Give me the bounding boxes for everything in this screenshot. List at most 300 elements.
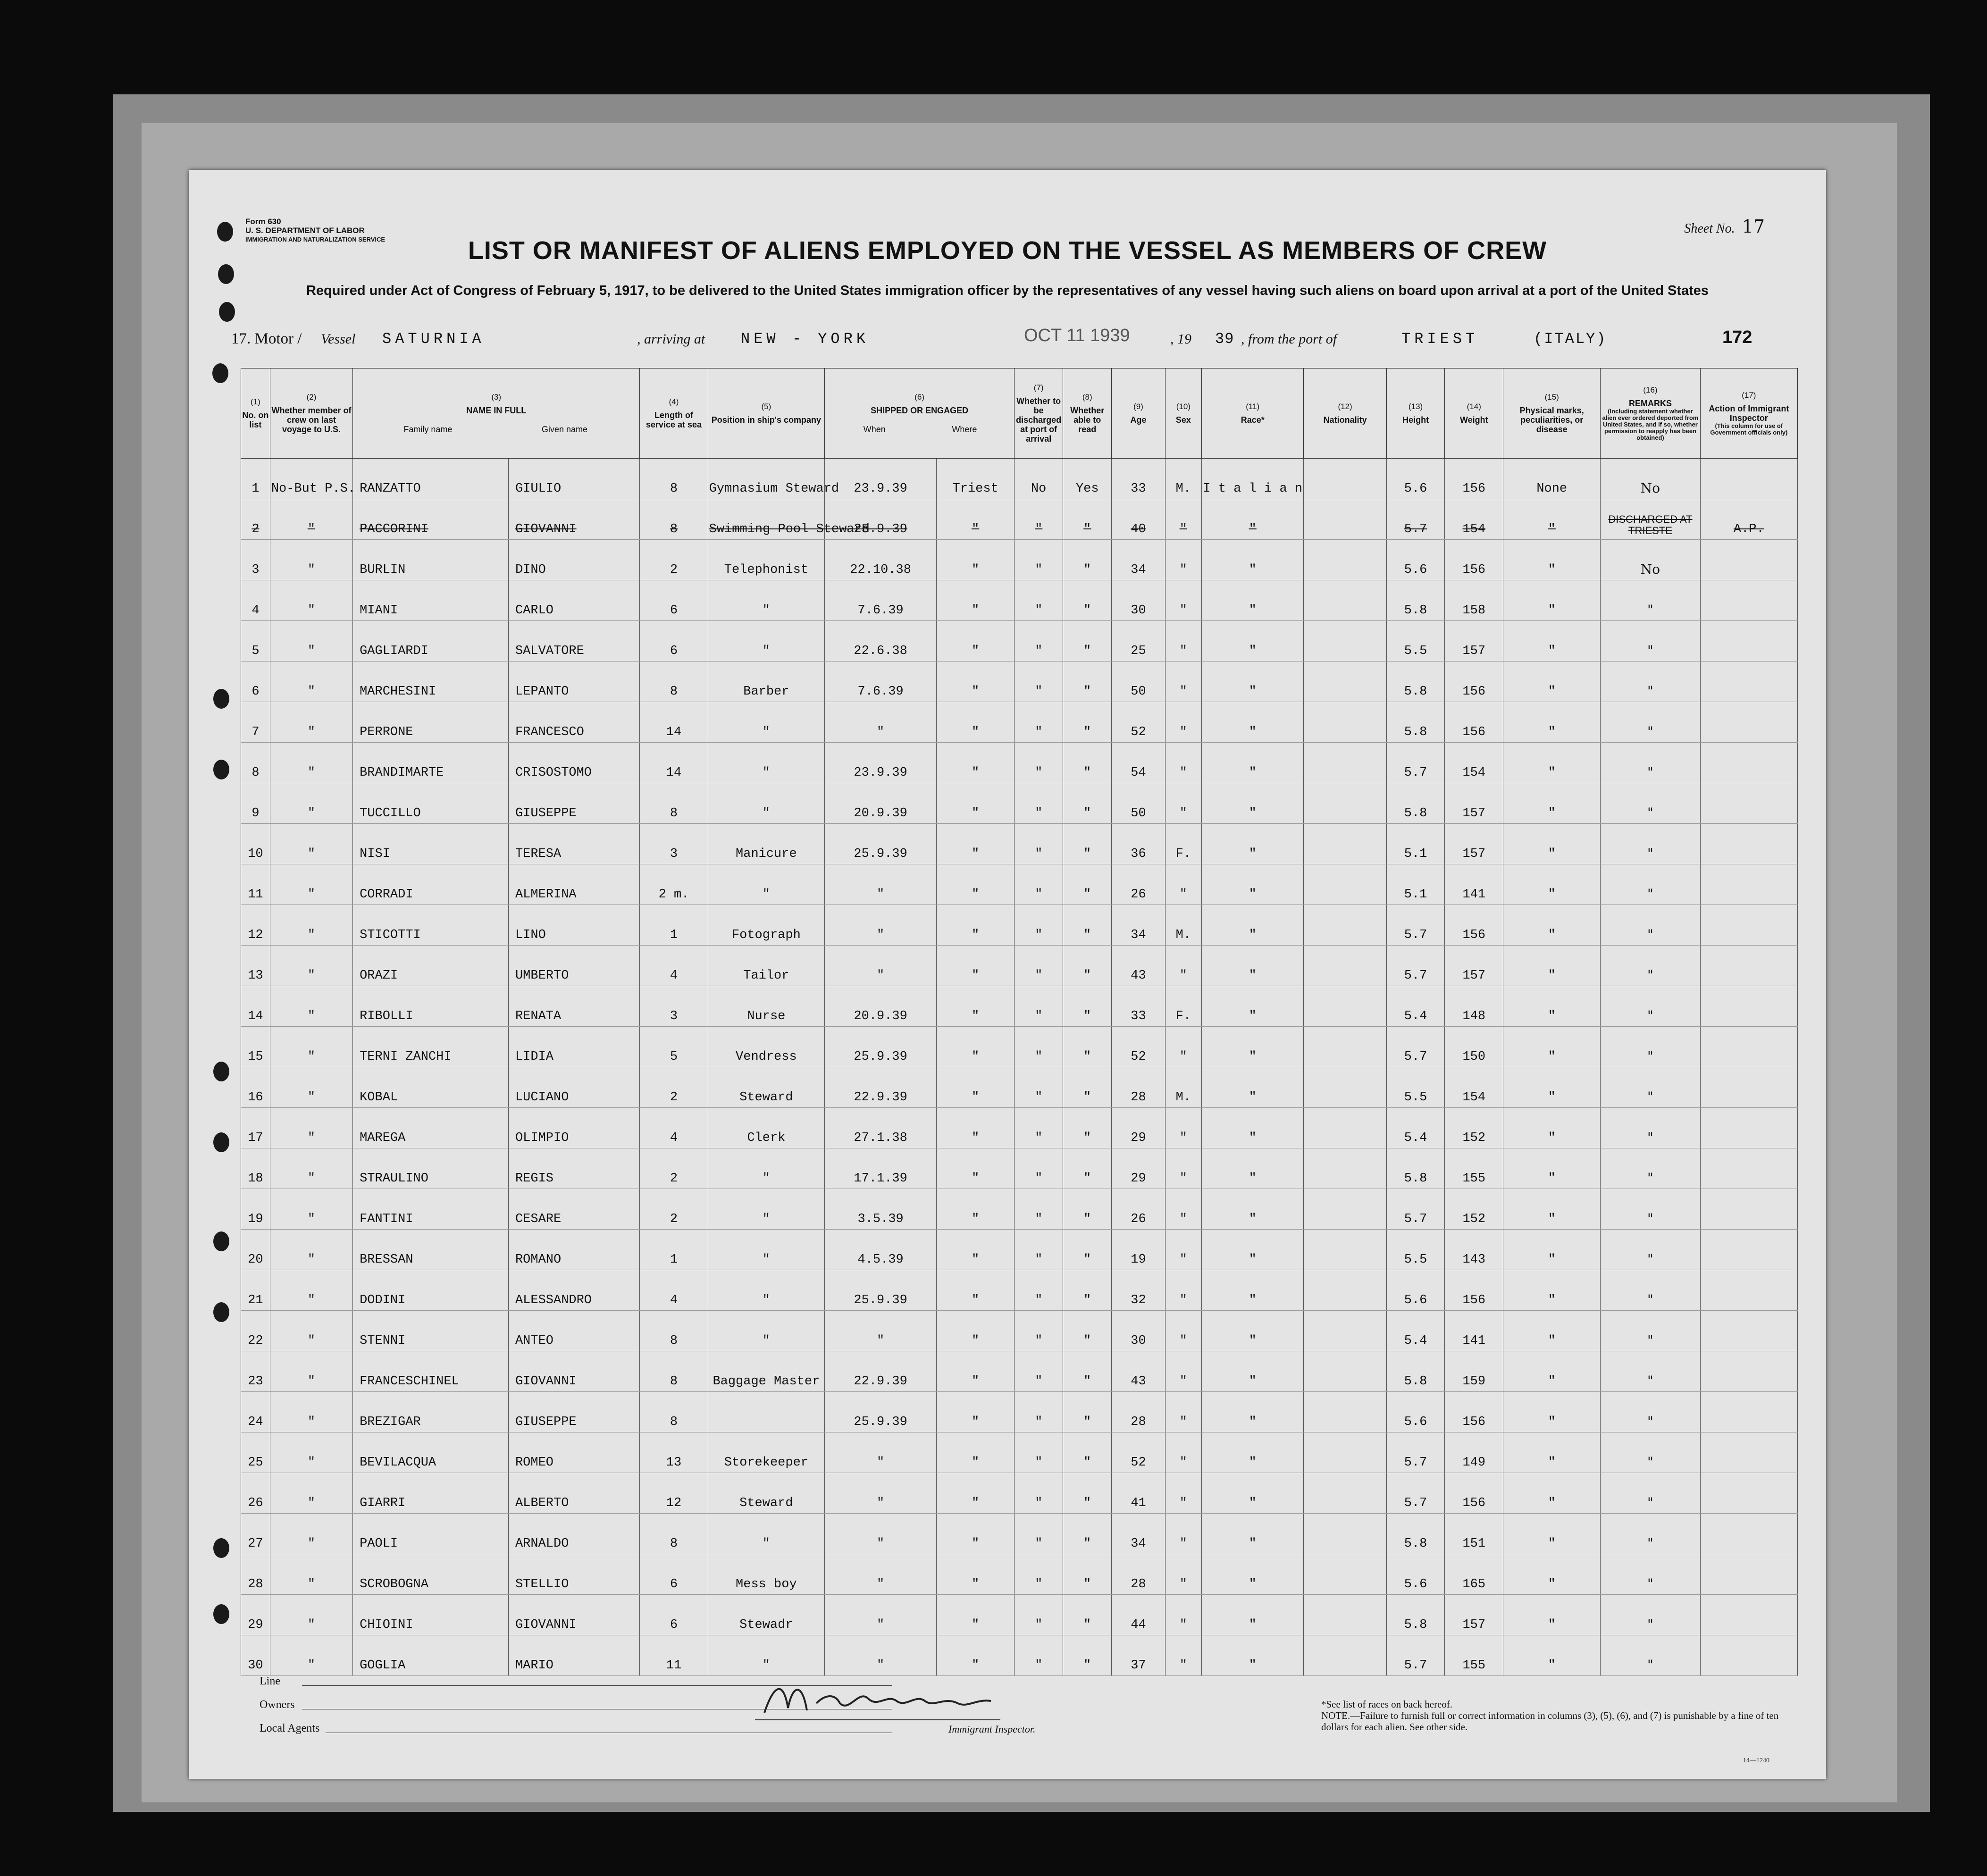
given-name-cell: ROMEO (508, 1432, 639, 1473)
race-cell: " (1202, 1148, 1304, 1189)
physical-marks-cell: " (1503, 580, 1601, 621)
given-name-cell: GIULIO (508, 459, 639, 499)
nationality-cell (1304, 783, 1386, 824)
age-cell: 43 (1112, 1351, 1165, 1392)
remarks-cell: " (1601, 743, 1700, 783)
discharged-cell: " (1014, 702, 1063, 743)
arriving-port: NEW - YORK (741, 330, 870, 348)
shipped-where-cell: " (937, 1270, 1014, 1311)
row-number: 18 (241, 1148, 270, 1189)
punch-hole (213, 760, 229, 779)
prev-voyage-cell: " (270, 662, 352, 702)
col-subheader-given: Given name (541, 425, 587, 434)
physical-marks-cell: " (1503, 621, 1601, 662)
inspector-action-cell (1700, 459, 1797, 499)
table-row (241, 1473, 1798, 1514)
inspector-action-cell (1700, 1067, 1797, 1108)
height-cell: 5.5 (1386, 1230, 1445, 1270)
punch-hole (218, 264, 234, 284)
weight-cell: 157 (1445, 824, 1503, 864)
sex-cell: M. (1165, 459, 1201, 499)
remarks-cell: " (1601, 783, 1700, 824)
shipped-when-cell: 17.1.39 (825, 1148, 937, 1189)
col-header-remarks: (16) REMARKS (Including statement whether alien ever ordered deported from United States, and if so, whether permission to reapply has been obtained) (1601, 368, 1700, 459)
col-header-nationality: (12) Nationality (1304, 368, 1386, 459)
remarks-cell: DISCHARGED AT TRIESTE (1601, 499, 1700, 540)
nationality-cell (1304, 499, 1386, 540)
punch-hole (213, 1062, 229, 1081)
age-cell: 33 (1112, 986, 1165, 1027)
department-name: U. S. DEPARTMENT OF LABOR (245, 226, 365, 235)
physical-marks-cell: " (1503, 824, 1601, 864)
race-cell: " (1202, 946, 1304, 986)
weight-cell: 158 (1445, 580, 1503, 621)
table-row (241, 1311, 1798, 1351)
prev-voyage-cell: " (270, 1554, 352, 1595)
table-row (241, 1270, 1798, 1311)
physical-marks-cell: " (1503, 1148, 1601, 1189)
shipped-where-cell: " (937, 864, 1014, 905)
shipped-when-cell: " (825, 1473, 937, 1514)
given-name-cell: SALVATORE (508, 621, 639, 662)
height-cell: 5.7 (1386, 1027, 1445, 1067)
shipped-when-cell: 25.9.39 (825, 1270, 937, 1311)
shipped-where-cell: " (937, 1554, 1014, 1595)
height-cell: 5.7 (1386, 499, 1445, 540)
shipped-when-cell: " (825, 1514, 937, 1554)
inspector-action-cell (1700, 986, 1797, 1027)
given-name-cell: ALESSANDRO (508, 1270, 639, 1311)
service-length-cell: 14 (640, 702, 708, 743)
prev-voyage-cell: " (270, 1311, 352, 1351)
physical-marks-cell: " (1503, 1392, 1601, 1432)
height-cell: 5.4 (1386, 986, 1445, 1027)
family-name-cell: GIARRI (353, 1473, 509, 1514)
discharged-cell: " (1014, 1432, 1063, 1473)
remarks-cell: " (1601, 1027, 1700, 1067)
service-length-cell: 6 (640, 621, 708, 662)
service-length-cell: 4 (640, 946, 708, 986)
table-row (241, 743, 1798, 783)
physical-marks-cell: " (1503, 1514, 1601, 1554)
inspector-action-cell (1700, 1595, 1797, 1635)
physical-marks-cell: " (1503, 1595, 1601, 1635)
discharged-cell: " (1014, 824, 1063, 864)
height-cell: 5.8 (1386, 580, 1445, 621)
position-cell: Tailor (708, 946, 824, 986)
weight-cell: 154 (1445, 1067, 1503, 1108)
position-cell: Barber (708, 662, 824, 702)
year-label: , 19 (1170, 331, 1191, 347)
shipped-when-cell: 27.1.38 (825, 1108, 937, 1148)
able-to-read-cell: " (1063, 824, 1112, 864)
shipped-where-cell: " (937, 662, 1014, 702)
shipped-where-cell: " (937, 743, 1014, 783)
position-cell: Steward (708, 1473, 824, 1514)
service-length-cell: 8 (640, 1392, 708, 1432)
position-cell: Manicure (708, 824, 824, 864)
row-number: 8 (241, 743, 270, 783)
remarks-cell: " (1601, 1148, 1700, 1189)
prev-voyage-cell: " (270, 946, 352, 986)
shipped-when-cell: " (825, 702, 937, 743)
race-cell: " (1202, 1635, 1304, 1676)
remarks-cell: " (1601, 946, 1700, 986)
remarks-cell: " (1601, 580, 1700, 621)
race-cell: " (1202, 743, 1304, 783)
prev-voyage-cell: " (270, 743, 352, 783)
prev-voyage-cell: " (270, 783, 352, 824)
shipped-where-cell: " (937, 1432, 1014, 1473)
table-row (241, 1514, 1798, 1554)
row-number: 25 (241, 1432, 270, 1473)
age-cell: 25 (1112, 621, 1165, 662)
inspector-action-cell (1700, 1108, 1797, 1148)
height-cell: 5.1 (1386, 824, 1445, 864)
given-name-cell: TERESA (508, 824, 639, 864)
inspector-action-cell (1700, 1473, 1797, 1514)
height-cell: 5.8 (1386, 662, 1445, 702)
family-name-cell: FANTINI (353, 1189, 509, 1230)
weight-cell: 141 (1445, 864, 1503, 905)
discharged-cell: " (1014, 905, 1063, 946)
discharged-cell: " (1014, 946, 1063, 986)
row-number: 13 (241, 946, 270, 986)
table-row (241, 1108, 1798, 1148)
physical-marks-cell: " (1503, 743, 1601, 783)
shipped-when-cell: 25.9.39 (825, 1392, 937, 1432)
given-name-cell: STELLIO (508, 1554, 639, 1595)
service-length-cell: 4 (640, 1108, 708, 1148)
sex-cell: " (1165, 1108, 1201, 1148)
position-cell: " (708, 864, 824, 905)
sex-cell: " (1165, 1392, 1201, 1432)
table-row (241, 1595, 1798, 1635)
remarks-cell: " (1601, 1230, 1700, 1270)
prev-voyage-cell: " (270, 824, 352, 864)
shipped-when-cell: 22.9.39 (825, 1351, 937, 1392)
table-row (241, 946, 1798, 986)
punch-hole (213, 1538, 229, 1558)
weight-cell: 149 (1445, 1432, 1503, 1473)
weight-cell: 151 (1445, 1514, 1503, 1554)
sex-cell: " (1165, 1027, 1201, 1067)
discharged-cell: " (1014, 864, 1063, 905)
service-length-cell: 6 (640, 1554, 708, 1595)
physical-marks-cell: " (1503, 499, 1601, 540)
col-header-height: (13) Height (1386, 368, 1445, 459)
inspector-action-cell (1700, 743, 1797, 783)
able-to-read-cell: " (1063, 1270, 1112, 1311)
row-number: 6 (241, 662, 270, 702)
owners-label: Owners (260, 1699, 295, 1711)
form-number: Form 630 (245, 217, 281, 226)
prev-voyage-cell: " (270, 1067, 352, 1108)
discharged-cell: " (1014, 1554, 1063, 1595)
family-name-cell: PAOLI (353, 1514, 509, 1554)
nationality-cell (1304, 540, 1386, 580)
position-cell: Baggage Master (708, 1351, 824, 1392)
physical-marks-cell: " (1503, 1311, 1601, 1351)
age-cell: 30 (1112, 580, 1165, 621)
remarks-cell: " (1601, 1311, 1700, 1351)
discharged-cell: " (1014, 1189, 1063, 1230)
prev-voyage-cell: " (270, 580, 352, 621)
table-row (241, 580, 1798, 621)
given-name-cell: GIOVANNI (508, 1595, 639, 1635)
remarks-cell: " (1601, 1189, 1700, 1230)
remarks-cell: " (1601, 905, 1700, 946)
height-cell: 5.8 (1386, 1351, 1445, 1392)
discharged-cell: " (1014, 1027, 1063, 1067)
nationality-cell (1304, 1392, 1386, 1432)
race-cell: " (1202, 580, 1304, 621)
inspector-action-cell (1700, 1392, 1797, 1432)
sex-cell: " (1165, 946, 1201, 986)
row-number: 14 (241, 986, 270, 1027)
position-cell: Steward (708, 1067, 824, 1108)
given-name-cell: CESARE (508, 1189, 639, 1230)
sex-cell: " (1165, 1270, 1201, 1311)
shipped-when-cell: 25.9.39 (825, 499, 937, 540)
shipped-where-cell: " (937, 1108, 1014, 1148)
shipped-where-cell: " (937, 1189, 1014, 1230)
sheet-number-label: Sheet No. (1684, 221, 1735, 236)
discharged-cell: " (1014, 1148, 1063, 1189)
inspector-action-cell (1700, 1189, 1797, 1230)
nationality-cell (1304, 459, 1386, 499)
remarks-cell: " (1601, 1595, 1700, 1635)
family-name-cell: CORRADI (353, 864, 509, 905)
prev-voyage-cell: " (270, 1635, 352, 1676)
given-name-cell: LINO (508, 905, 639, 946)
family-name-cell: MAREGA (353, 1108, 509, 1148)
shipped-where-cell: " (937, 1027, 1014, 1067)
family-name-cell: BURLIN (353, 540, 509, 580)
row-number: 22 (241, 1311, 270, 1351)
shipped-when-cell: " (825, 864, 937, 905)
given-name-cell: LEPANTO (508, 662, 639, 702)
race-cell: " (1202, 1392, 1304, 1432)
row-number: 30 (241, 1635, 270, 1676)
shipped-when-cell: 20.9.39 (825, 783, 937, 824)
col-header-sex: (10) Sex (1165, 368, 1201, 459)
able-to-read-cell: " (1063, 1067, 1112, 1108)
height-cell: 5.6 (1386, 1270, 1445, 1311)
table-row (241, 1554, 1798, 1595)
weight-cell: 156 (1445, 540, 1503, 580)
given-name-cell: FRANCESCO (508, 702, 639, 743)
table-row (241, 1392, 1798, 1432)
position-cell: Telephonist (708, 540, 824, 580)
height-cell: 5.7 (1386, 905, 1445, 946)
service-length-cell: 2 (640, 1067, 708, 1108)
nationality-cell (1304, 662, 1386, 702)
able-to-read-cell: " (1063, 1189, 1112, 1230)
able-to-read-cell: " (1063, 1554, 1112, 1595)
remarks-cell: No (1601, 459, 1700, 499)
height-cell: 5.7 (1386, 946, 1445, 986)
row-number: 9 (241, 783, 270, 824)
able-to-read-cell: " (1063, 1392, 1112, 1432)
col-header-shipped: (6) SHIPPED OR ENGAGED When Where (825, 368, 1014, 459)
nationality-cell (1304, 1595, 1386, 1635)
col-header-read: (8) Whether able to read (1063, 368, 1112, 459)
weight-cell: 157 (1445, 946, 1503, 986)
col-header-name: (3) NAME IN FULL Family name Given name (353, 368, 640, 459)
service-length-cell: 6 (640, 1595, 708, 1635)
height-cell: 5.8 (1386, 1514, 1445, 1554)
service-length-cell: 2 (640, 1148, 708, 1189)
inspector-action-cell (1700, 1230, 1797, 1270)
able-to-read-cell: " (1063, 621, 1112, 662)
table-row (241, 905, 1798, 946)
position-cell (708, 1392, 824, 1432)
prev-voyage-cell: " (270, 1189, 352, 1230)
nationality-cell (1304, 580, 1386, 621)
shipped-where-cell: " (937, 1067, 1014, 1108)
weight-cell: 156 (1445, 1392, 1503, 1432)
row-number: 5 (241, 621, 270, 662)
given-name-cell: GIUSEPPE (508, 783, 639, 824)
service-length-cell: 8 (640, 783, 708, 824)
shipped-when-cell: 23.9.39 (825, 743, 937, 783)
nationality-cell (1304, 1311, 1386, 1351)
remarks-cell: " (1601, 1554, 1700, 1595)
position-cell: Vendress (708, 1027, 824, 1067)
discharged-cell: " (1014, 986, 1063, 1027)
able-to-read-cell: " (1063, 580, 1112, 621)
inspector-action-cell (1700, 621, 1797, 662)
able-to-read-cell: " (1063, 1635, 1112, 1676)
weight-cell: 156 (1445, 1270, 1503, 1311)
weight-cell: 152 (1445, 1189, 1503, 1230)
inspector-action-cell (1700, 1351, 1797, 1392)
shipped-when-cell: 25.9.39 (825, 824, 937, 864)
sex-cell: " (1165, 1311, 1201, 1351)
shipped-where-cell: " (937, 580, 1014, 621)
height-cell: 5.6 (1386, 459, 1445, 499)
able-to-read-cell: " (1063, 1108, 1112, 1148)
shipped-when-cell: 3.5.39 (825, 1189, 937, 1230)
able-to-read-cell: " (1063, 1432, 1112, 1473)
discharged-cell: " (1014, 499, 1063, 540)
race-cell: " (1202, 1473, 1304, 1514)
family-name-cell: STENNI (353, 1311, 509, 1351)
able-to-read-cell: " (1063, 1230, 1112, 1270)
discharged-cell: " (1014, 1067, 1063, 1108)
height-cell: 5.7 (1386, 1473, 1445, 1514)
prev-voyage-cell: " (270, 702, 352, 743)
race-cell: " (1202, 905, 1304, 946)
col-subheader-family: Family name (403, 425, 453, 434)
inspector-action-cell (1700, 1311, 1797, 1351)
able-to-read-cell: " (1063, 1595, 1112, 1635)
punch-hole (213, 1231, 229, 1251)
race-cell: " (1202, 1595, 1304, 1635)
position-cell: " (708, 580, 824, 621)
service-length-cell: 6 (640, 580, 708, 621)
punch-hole (213, 1132, 229, 1152)
service-length-cell: 1 (640, 905, 708, 946)
sex-cell: " (1165, 499, 1201, 540)
table-row (241, 1351, 1798, 1392)
able-to-read-cell: " (1063, 1027, 1112, 1067)
weight-cell: 155 (1445, 1635, 1503, 1676)
remarks-cell: " (1601, 1635, 1700, 1676)
sheet-number-value: 17 (1742, 216, 1765, 237)
family-name-cell: BREZIGAR (353, 1392, 509, 1432)
sex-cell: " (1165, 1635, 1201, 1676)
table-row (241, 702, 1798, 743)
able-to-read-cell: " (1063, 946, 1112, 986)
shipped-where-cell: " (937, 1311, 1014, 1351)
discharged-cell: " (1014, 1635, 1063, 1676)
sex-cell: " (1165, 1514, 1201, 1554)
able-to-read-cell: " (1063, 540, 1112, 580)
remarks-cell: " (1601, 1514, 1700, 1554)
family-name-cell: RIBOLLI (353, 986, 509, 1027)
given-name-cell: ALBERTO (508, 1473, 639, 1514)
family-name-cell: SCROBOGNA (353, 1554, 509, 1595)
shipped-when-cell: 22.9.39 (825, 1067, 937, 1108)
inspector-action-cell (1700, 946, 1797, 986)
position-cell: " (708, 1514, 824, 1554)
inspector-action-cell (1700, 580, 1797, 621)
height-cell: 5.8 (1386, 783, 1445, 824)
service-length-cell: 2 (640, 540, 708, 580)
page-title: LIST OR MANIFEST OF ALIENS EMPLOYED ON THE VESSEL AS MEMBERS OF CREW (468, 236, 1547, 265)
physical-marks-cell: " (1503, 540, 1601, 580)
given-name-cell: GIUSEPPE (508, 1392, 639, 1432)
row-number: 23 (241, 1351, 270, 1392)
race-cell: " (1202, 540, 1304, 580)
discharged-cell: " (1014, 1595, 1063, 1635)
discharged-cell: " (1014, 580, 1063, 621)
crew-manifest-table (241, 368, 1798, 1673)
inspector-action-cell (1700, 1635, 1797, 1676)
nationality-cell (1304, 1108, 1386, 1148)
height-cell: 5.1 (1386, 864, 1445, 905)
weight-cell: 154 (1445, 499, 1503, 540)
shipped-where-cell: " (937, 946, 1014, 986)
remarks-cell: " (1601, 1473, 1700, 1514)
given-name-cell: ROMANO (508, 1230, 639, 1270)
service-length-cell: 3 (640, 986, 708, 1027)
family-name-cell: GAGLIARDI (353, 621, 509, 662)
position-cell: Clerk (708, 1108, 824, 1148)
row-number: 11 (241, 864, 270, 905)
nationality-cell (1304, 1148, 1386, 1189)
row-number: 26 (241, 1473, 270, 1514)
col-subheader-where: Where (952, 425, 977, 434)
family-name-cell: ORAZI (353, 946, 509, 986)
row-number: 1 (241, 459, 270, 499)
service-length-cell: 2 (640, 1189, 708, 1230)
given-name-cell: LIDIA (508, 1027, 639, 1067)
weight-cell: 157 (1445, 621, 1503, 662)
position-cell: " (708, 783, 824, 824)
race-cell: " (1202, 1351, 1304, 1392)
age-cell: 26 (1112, 1189, 1165, 1230)
age-cell: 41 (1112, 1473, 1165, 1514)
row-number: 20 (241, 1230, 270, 1270)
physical-marks-cell: " (1503, 1027, 1601, 1067)
sex-cell: " (1165, 1148, 1201, 1189)
shipped-where-cell: Triest (937, 459, 1014, 499)
shipped-where-cell: " (937, 905, 1014, 946)
height-cell: 5.6 (1386, 540, 1445, 580)
